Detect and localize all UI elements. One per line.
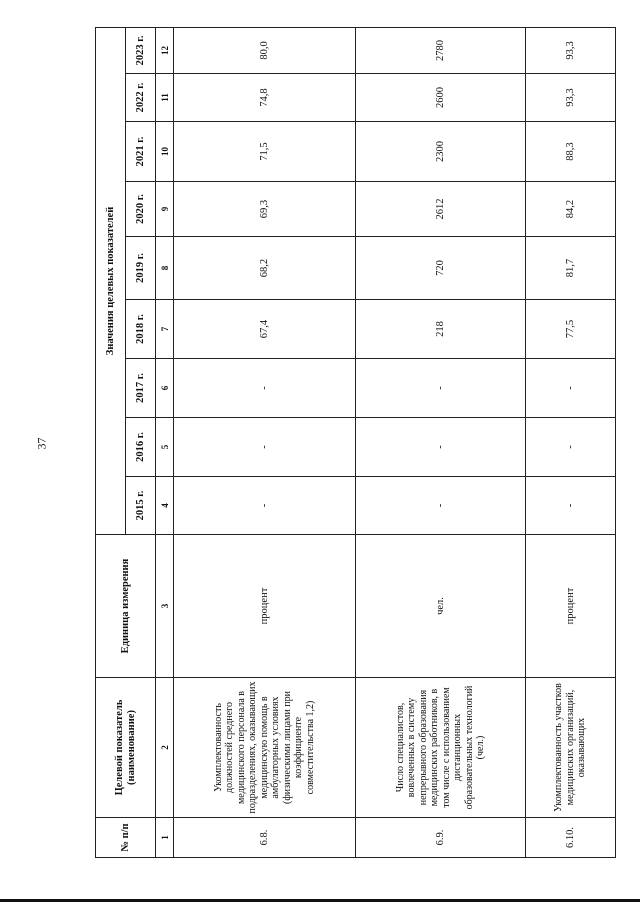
- header-year: 2019 г.: [126, 237, 156, 300]
- column-number: 11: [156, 74, 174, 122]
- value-cell: 69,3: [174, 182, 356, 237]
- column-number: 8: [156, 237, 174, 300]
- value-cell: 74,8: [174, 74, 356, 122]
- value-cell: 2600: [356, 74, 526, 122]
- header-year: 2016 г.: [126, 418, 156, 477]
- row-number: 6.8.: [174, 818, 356, 858]
- value-cell: -: [356, 418, 526, 477]
- value-cell: 71,5: [174, 122, 356, 182]
- value-cell: 68,2: [174, 237, 356, 300]
- value-cell: 67,4: [174, 300, 356, 359]
- row-number: 6.9.: [356, 818, 526, 858]
- value-cell: 84,2: [526, 182, 616, 237]
- table-row: [174, 27, 356, 857]
- value-cell: -: [174, 418, 356, 477]
- header-name: Целевой показатель (наименование): [96, 678, 156, 818]
- unit-cell: процент: [174, 535, 356, 678]
- indicator-name: Укомплектованность должностей среднего медицинского персонала в подразделениях, оказывающих медицинскую помощь в амбулаторных условиях (физическими лицами при коэффициенте совместительства 1,2): [174, 678, 356, 818]
- value-cell: 93,3: [526, 27, 616, 73]
- header-year: 2018 г.: [126, 300, 156, 359]
- column-number: 1: [156, 818, 174, 858]
- column-number: 5: [156, 418, 174, 477]
- value-cell: 77,5: [526, 300, 616, 359]
- value-cell: -: [356, 359, 526, 418]
- indicators-table: [95, 27, 616, 858]
- value-cell: 2612: [356, 182, 526, 237]
- value-cell: -: [526, 477, 616, 535]
- bottom-rule: [0, 899, 640, 902]
- indicator-name: Число специалистов, вовлеченных в систему непрерывного образования медицинских работников, в том числе с использованием дистанционных образовательных технологий (чел.): [356, 678, 526, 818]
- value-cell: 81,7: [526, 237, 616, 300]
- header-year: 2015 г.: [126, 477, 156, 535]
- page-number: 37: [34, 437, 49, 450]
- value-cell: -: [174, 477, 356, 535]
- header-year: 2017 г.: [126, 359, 156, 418]
- column-number: 2: [156, 678, 174, 818]
- header-no: № п/п: [96, 818, 156, 858]
- value-cell: -: [356, 477, 526, 535]
- header-year: 2021 г.: [126, 122, 156, 182]
- header-group: Значения целевых показателей: [96, 27, 126, 534]
- value-cell: 218: [356, 300, 526, 359]
- header-year: 2020 г.: [126, 182, 156, 237]
- indicator-name: Укомплектованность участков медицинских организаций, оказывающих: [526, 678, 616, 818]
- header-unit: Единица измерения: [96, 535, 156, 678]
- value-cell: 93,3: [526, 74, 616, 122]
- rotated-table-container: [95, 28, 615, 858]
- table-row: [526, 27, 616, 857]
- value-cell: 88,3: [526, 122, 616, 182]
- unit-cell: чел.: [356, 535, 526, 678]
- column-number: 9: [156, 182, 174, 237]
- column-number: 7: [156, 300, 174, 359]
- column-number: 3: [156, 535, 174, 678]
- column-number: 10: [156, 122, 174, 182]
- value-cell: -: [526, 418, 616, 477]
- header-year: 2023 г.: [126, 27, 156, 73]
- column-number: 12: [156, 27, 174, 73]
- table-row: [356, 27, 526, 857]
- value-cell: 720: [356, 237, 526, 300]
- header-year: 2022 г.: [126, 74, 156, 122]
- value-cell: 2300: [356, 122, 526, 182]
- column-number: 6: [156, 359, 174, 418]
- value-cell: -: [174, 359, 356, 418]
- value-cell: -: [526, 359, 616, 418]
- unit-cell: процент: [526, 535, 616, 678]
- column-number: 4: [156, 477, 174, 535]
- value-cell: 80,0: [174, 27, 356, 73]
- value-cell: 2780: [356, 27, 526, 73]
- row-number: 6.10.: [526, 818, 616, 858]
